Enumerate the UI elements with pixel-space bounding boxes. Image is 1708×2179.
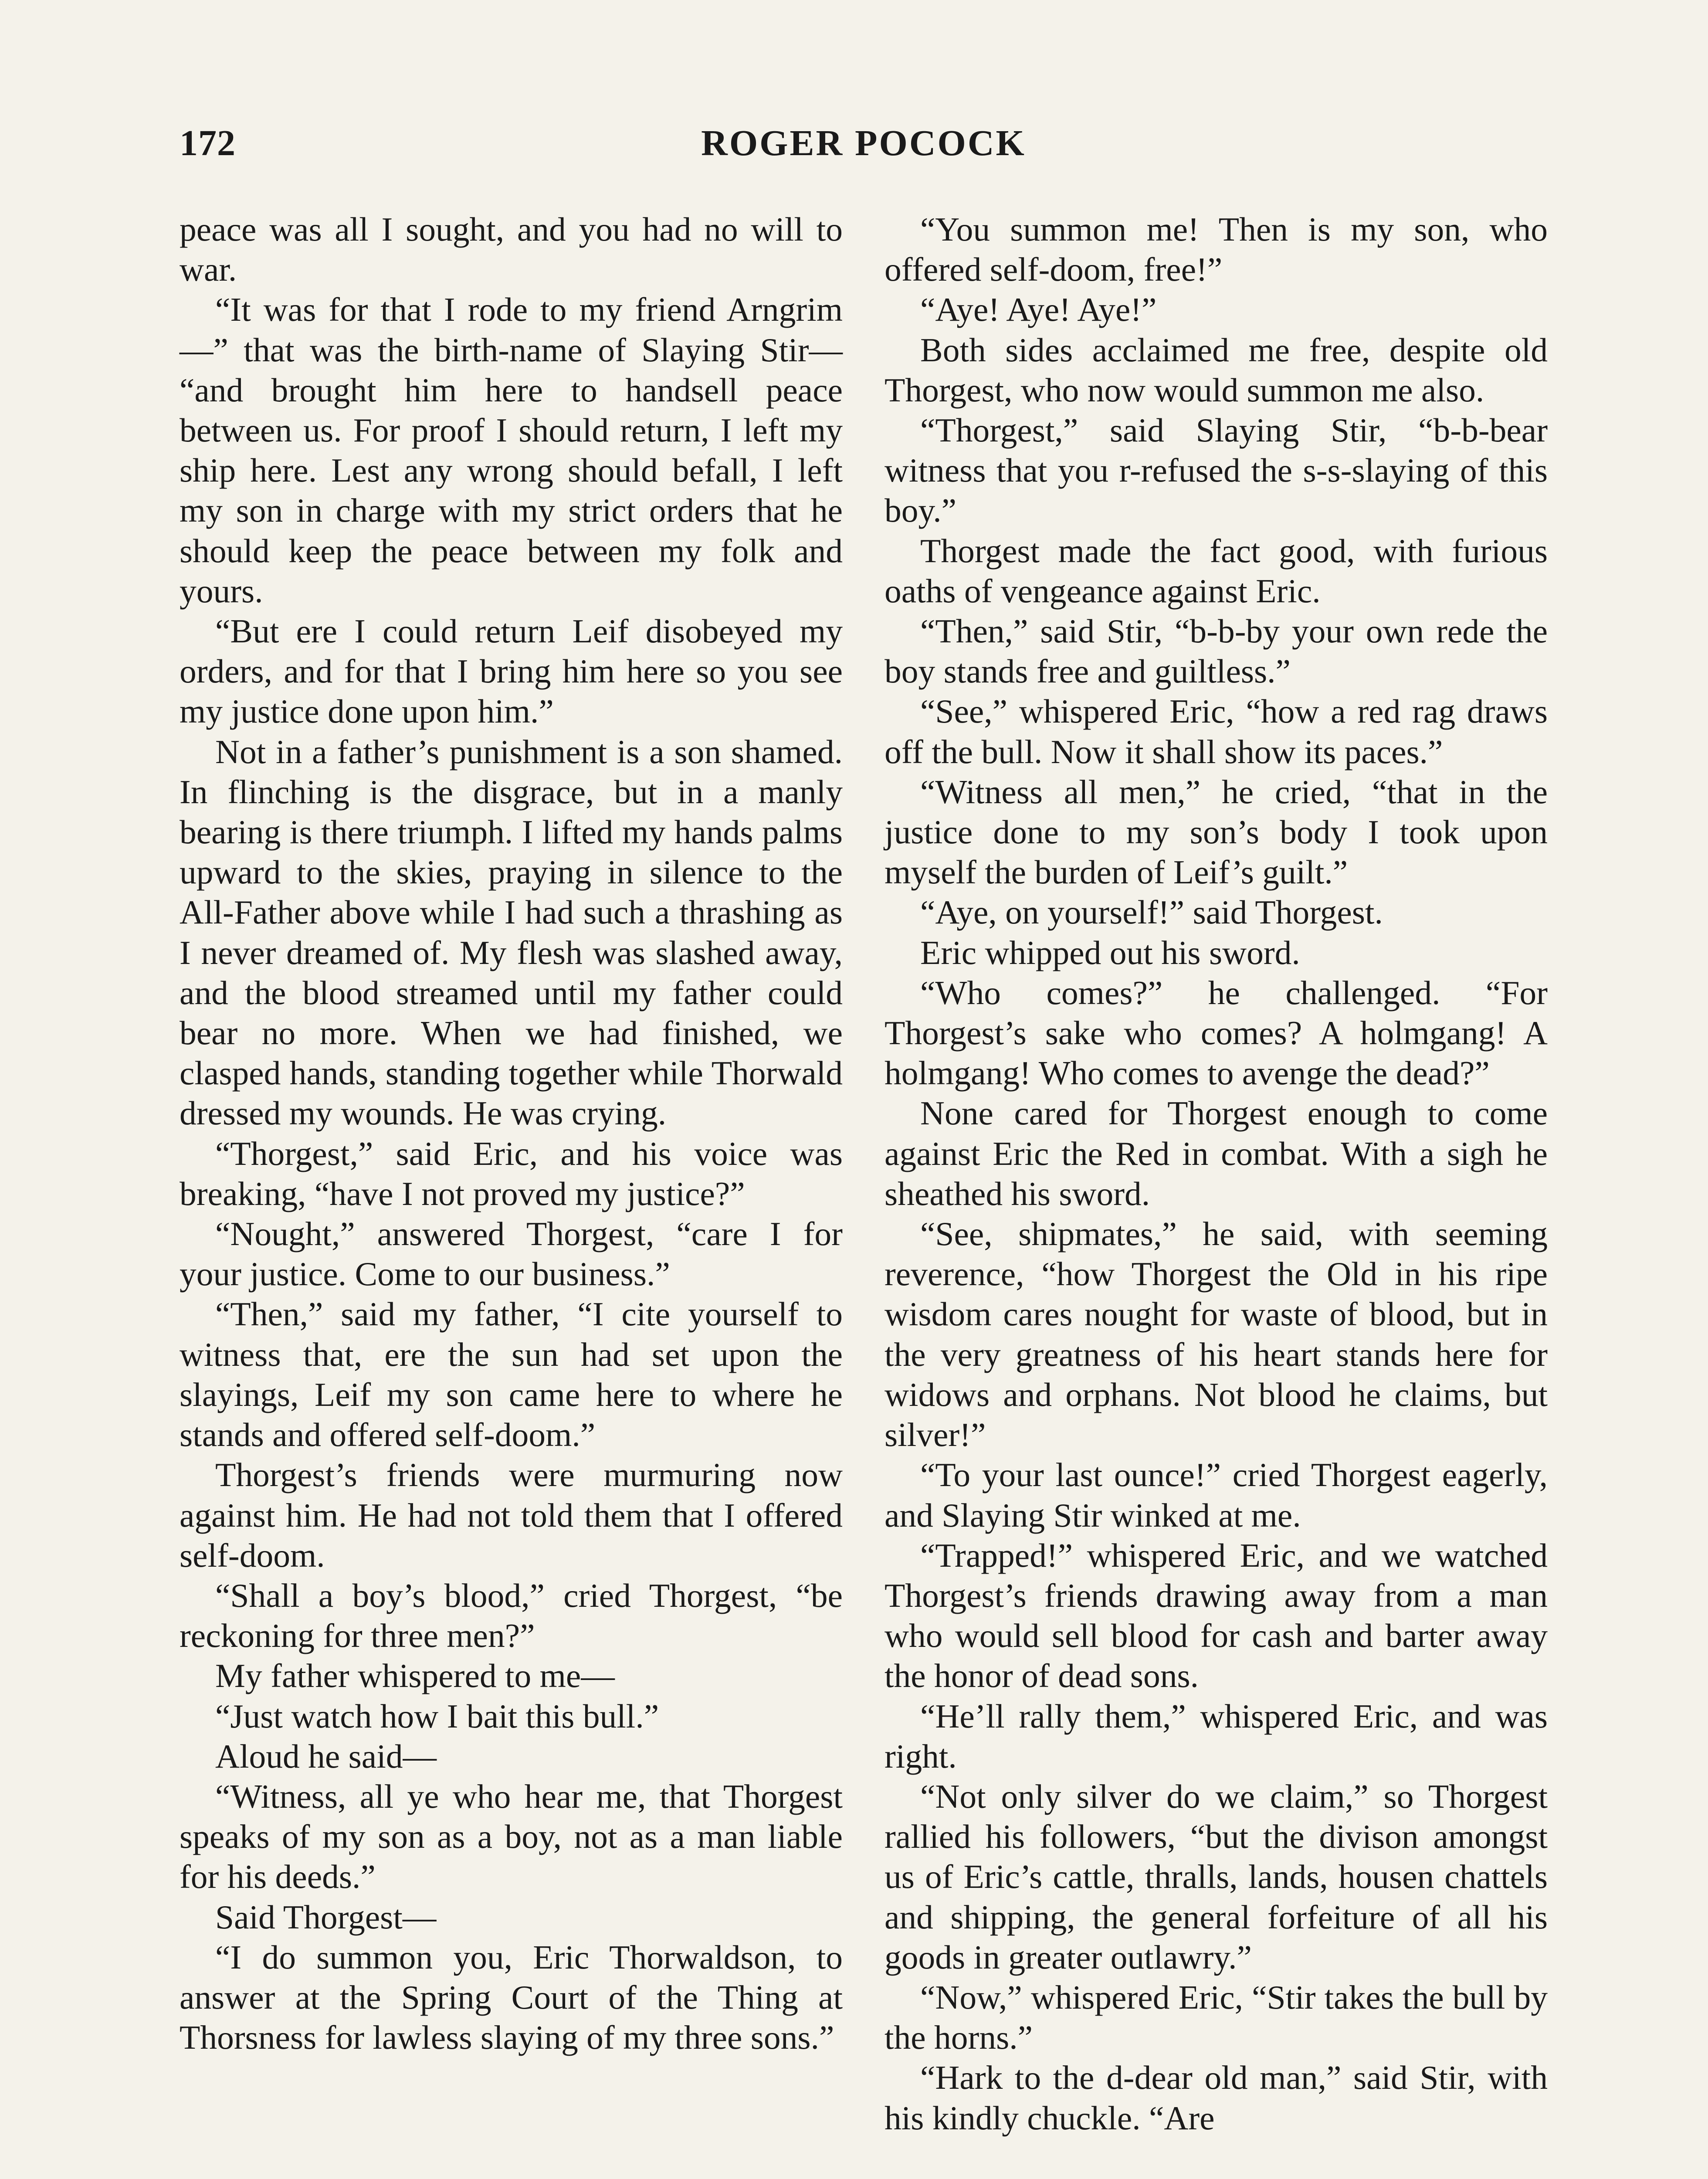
paragraph: “He’ll rally them,” whispered Eric, and was right. <box>884 1697 1548 1775</box>
paragraph: peace was all I sought, and you had no will to war. <box>180 210 843 288</box>
paragraph: “Hark to the d-dear old man,” said Stir, with his kindly chuckle. “Are <box>884 2059 1548 2137</box>
paragraph: “You summon me! Then is my son, who offered self-doom, free!” <box>884 210 1548 288</box>
paragraph: “Not only silver do we claim,” so Thorgest rallied his followers, “but the divison amongst us of Eric’s cattle, thralls, lands, housen chattels and shipping, the general forfeiture of all his goods in greater outlawry.” <box>884 1777 1548 1976</box>
paragraph: Aloud he said— <box>215 1737 437 1775</box>
paragraph: “But ere I could return Leif disobeyed my orders, and for that I bring him here so you see my justice done upon him.” <box>180 612 843 730</box>
paragraph: “I do summon you, Eric Thorwaldson, to answer at the Spring Court of the Thing at Thorsness for lawless slaying of my three sons.” <box>180 1938 843 2057</box>
paragraph: “Who comes?” he challenged. “For Thorgest’s sake who comes? A holmgang! A holmgang! Who comes to avenge the dead?” <box>884 974 1548 1092</box>
paragraph: “Shall a boy’s blood,” cried Thorgest, “be reckoning for three men?” <box>180 1576 843 1655</box>
paragraph: None cared for Thorgest enough to come against Eric the Red in combat. With a sigh he sheathed his sword. <box>884 1094 1548 1212</box>
paragraph: “See, shipmates,” he said, with seeming reverence, “how Thorgest the Old in his ripe wisdom cares nought for waste of blood, but in the very greatness of his heart stands here for widows and orphans. Not blood he claims, but silver!” <box>884 1215 1548 1454</box>
page-number: 172 <box>180 123 236 163</box>
paragraph: Thorgest made the fact good, with furious oaths of vengeance against Eric. <box>884 532 1548 610</box>
paragraph: “Aye! Aye! Aye!” <box>920 291 1157 329</box>
paragraph: “Thorgest,” said Eric, and his voice was breaking, “have I not proved my justice?” <box>180 1134 843 1212</box>
paragraph: My father whispered to me— <box>215 1657 615 1695</box>
paragraph: “Now,” whispered Eric, “Stir takes the bull by the horns.” <box>884 1978 1548 2057</box>
right-column <box>884 209 1548 2138</box>
paragraph: “Then,” said Stir, “b-b-by your own rede the boy stands free and guiltless.” <box>884 612 1548 690</box>
paragraph: “Thorgest,” said Slaying Stir, “b-b-bear witness that you r-refused the s-s-slaying of this boy.” <box>884 411 1548 529</box>
page-header <box>180 122 1548 170</box>
paragraph: “Witness all men,” he cried, “that in the justice done to my son’s body I took upon myself the burden of Leif’s guilt.” <box>884 773 1548 891</box>
paragraph: “Just watch how I bait this bull.” <box>215 1697 659 1735</box>
paragraph: Thorgest’s friends were murmuring now against him. He had not told them that I offered self-doom. <box>180 1456 843 1574</box>
paragraph: “Nought,” answered Thorgest, “care I for your justice. Come to our business.” <box>180 1215 843 1293</box>
left-column <box>180 209 843 2057</box>
paragraph: “Aye, on yourself!” said Thorgest. <box>920 893 1383 931</box>
paragraph: Not in a father’s punishment is a son shamed. In flinching is the disgrace, but in a manly bearing is there triumph. I lifted my hands palms upward to the skies, praying in silence to the All-Father above while I had such a thrashing as I never dreamed of. My flesh was slashed away, and the blood streamed until my father could bear no more. When we had finished, we clasped hands, standing together while Thorwald dressed my wounds. He was crying. <box>180 733 843 1132</box>
paragraph: “See,” whispered Eric, “how a red rag draws off the bull. Now it shall show its paces.” <box>884 692 1548 770</box>
paragraph: Eric whipped out his sword. <box>920 933 1300 971</box>
running-head: ROGER POCOCK <box>701 123 1026 163</box>
paragraph: “To your last ounce!” cried Thorgest eagerly, and Slaying Stir winked at me. <box>884 1456 1548 1534</box>
paragraph: Said Thorgest— <box>215 1898 437 1936</box>
paragraph: “Trapped!” whispered Eric, and we watched Thorgest’s friends drawing away from a man who would sell blood for cash and barter away the honor of dead sons. <box>884 1536 1548 1695</box>
paragraph: “Then,” said my father, “I cite yourself to witness that, ere the sun had set upon the slayings, Leif my son came here to where he stands and offered self-doom.” <box>180 1295 843 1454</box>
paragraph: “It was for that I rode to my friend Arngrim—” that was the birth-name of Slaying Stir— “and brought him here to handsell peace between us. For proof I should return, I left my ship here. Lest any wrong should befall, I left my son in charge with my strict orders that he should keep the peace between my folk and yours. <box>180 291 843 610</box>
paragraph: “Witness, all ye who hear me, that Thorgest speaks of my son as a boy, not as a man liable for his deeds.” <box>180 1777 843 1896</box>
paragraph: Both sides acclaimed me free, despite old Thorgest, who now would summon me also. <box>884 331 1548 409</box>
